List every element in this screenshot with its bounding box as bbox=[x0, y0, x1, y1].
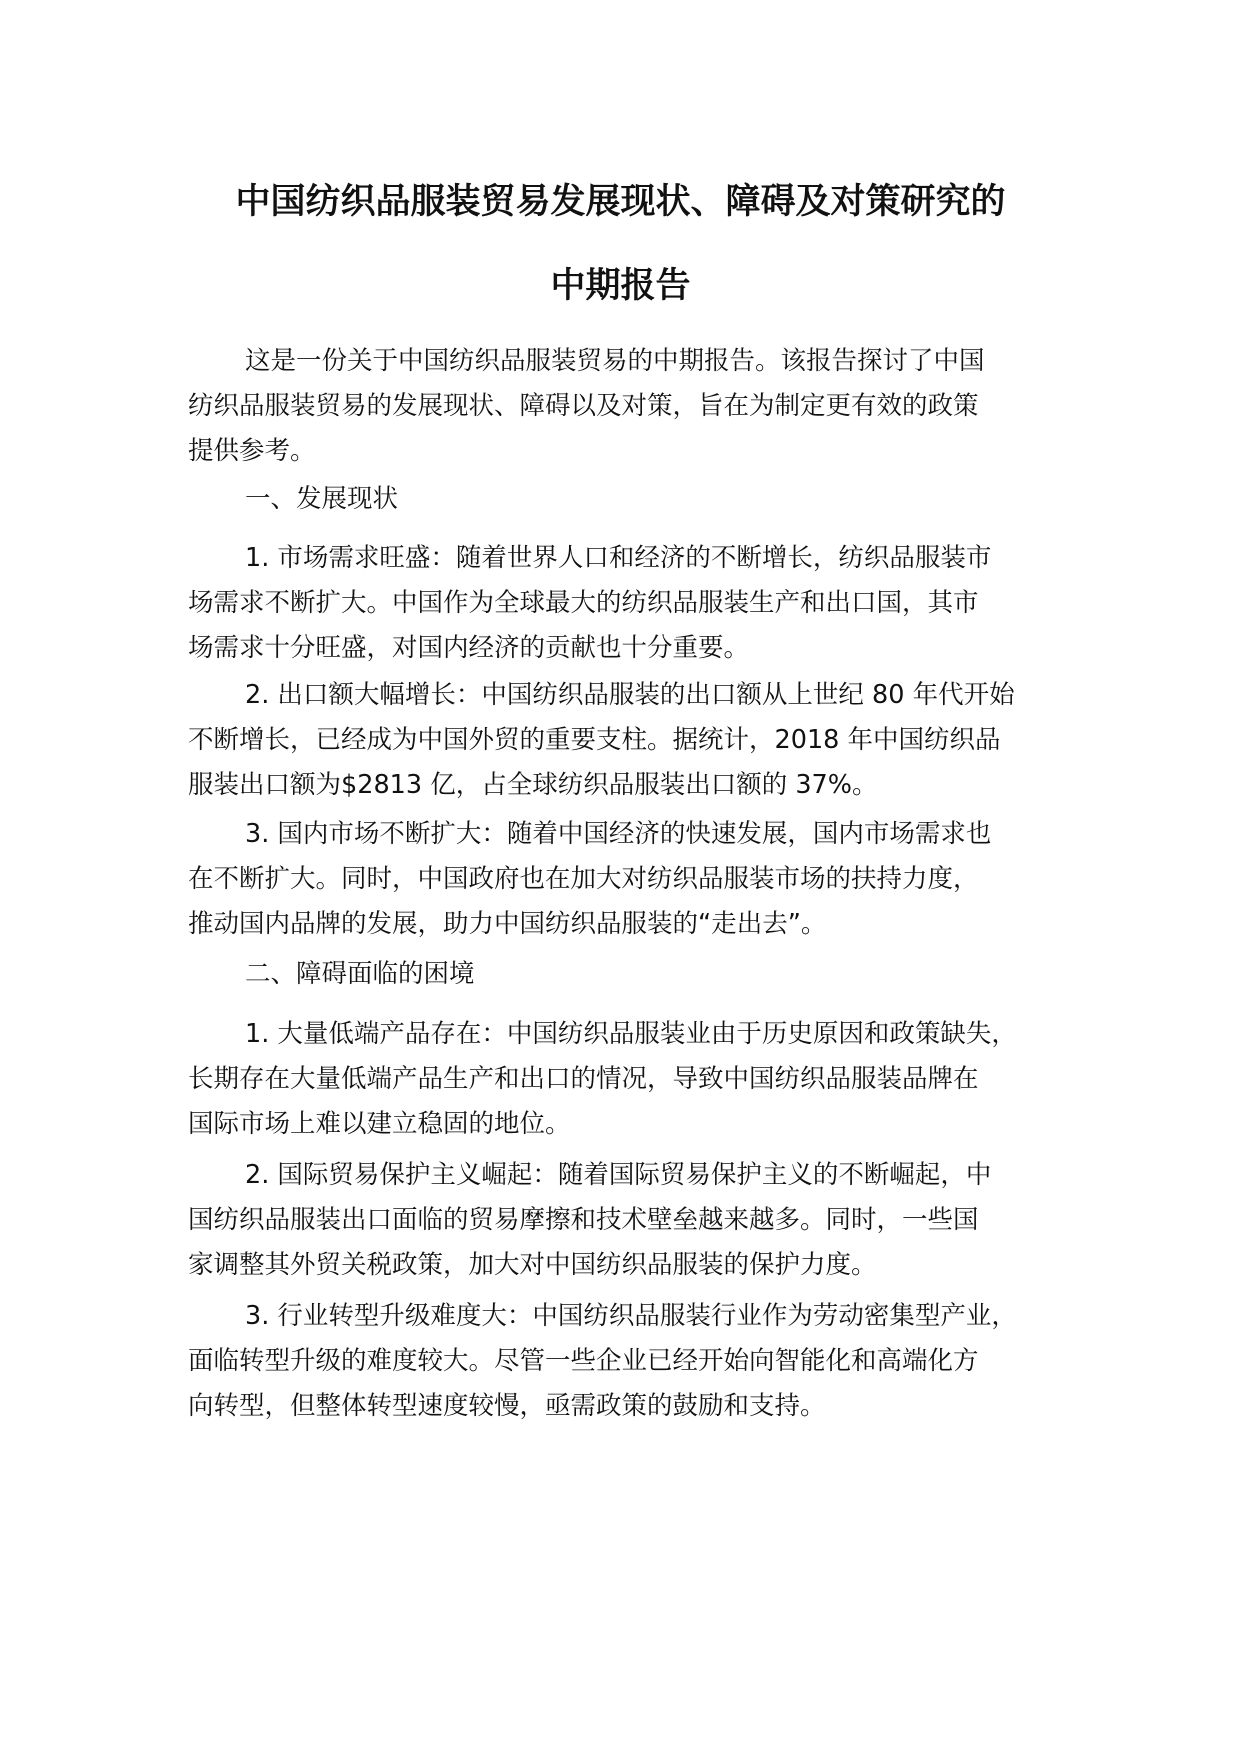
document-title-line-2: 中期报告 bbox=[550, 266, 691, 306]
section-heading-text: 一、发展现状 bbox=[245, 484, 399, 514]
paragraph-export-growth bbox=[188, 673, 1068, 808]
section-heading-text: 二、障碍面临的困境 bbox=[245, 959, 475, 989]
paragraph-trade-protectionism bbox=[188, 1153, 1068, 1288]
paragraph-line: 这是一份关于中国纺织品服装贸易的中期报告。该报告探讨了中国 bbox=[245, 346, 985, 376]
paragraph-industry-upgrade bbox=[188, 1294, 1068, 1429]
paragraph-line: 面临转型升级的难度较大。尽管一些企业已经开始向智能化和高端化方 bbox=[188, 1346, 979, 1376]
paragraph-line: 国纺织品服装出口面临的贸易摩擦和技术壁垒越来越多。同时，一些国 bbox=[188, 1205, 979, 1235]
paragraph-line: 场需求十分旺盛，对国内经济的贡献也十分重要。 bbox=[188, 633, 750, 663]
paragraph-line: 向转型，但整体转型速度较慢，亟需政策的鼓励和支持。 bbox=[188, 1391, 826, 1421]
paragraph-line: 2. 出口额大幅增长：中国纺织品服装的出口额从上世纪 80 年代开始 bbox=[245, 680, 1015, 710]
paragraph-market-demand bbox=[188, 536, 1068, 671]
paragraph-line: 在不断扩大。同时，中国政府也在加大对纺织品服装市场的扶持力度， bbox=[188, 864, 979, 894]
paragraph-line: 1. 市场需求旺盛：随着世界人口和经济的不断增长，纺织品服装市 bbox=[245, 543, 992, 573]
paragraph-line: 场需求不断扩大。中国作为全球最大的纺织品服装生产和出口国，其市 bbox=[188, 588, 979, 618]
paragraph-line: 2. 国际贸易保护主义崛起：随着国际贸易保护主义的不断崛起，中 bbox=[245, 1160, 992, 1190]
paragraph-line: 长期存在大量低端产品生产和出口的情况，导致中国纺织品服装品牌在 bbox=[188, 1064, 979, 1094]
paragraph-line: 不断增长，已经成为中国外贸的重要支柱。据统计，2018 年中国纺织品 bbox=[188, 725, 1001, 755]
paragraph-line: 国际市场上难以建立稳固的地位。 bbox=[188, 1109, 571, 1139]
paragraph-line: 家调整其外贸关税政策，加大对中国纺织品服装的保护力度。 bbox=[188, 1250, 877, 1280]
paragraph-low-end-products bbox=[188, 1012, 1068, 1147]
paragraph-line: 推动国内品牌的发展，助力中国纺织品服装的“走出去”。 bbox=[188, 909, 827, 939]
section-heading-obstacles bbox=[188, 952, 1068, 997]
section-heading-development-status bbox=[188, 477, 1068, 522]
paragraph-intro bbox=[188, 339, 1068, 474]
paragraph-line: 1. 大量低端产品存在：中国纺织品服装业由于历史原因和政策缺失， bbox=[245, 1019, 1017, 1049]
paragraph-domestic-market bbox=[188, 812, 1068, 947]
paragraph-line: 服装出口额为$2813 亿，占全球纺织品服装出口额的 37%。 bbox=[188, 770, 878, 800]
paragraph-line: 纺织品服装贸易的发展现状、障碍以及对策，旨在为制定更有效的政策 bbox=[188, 391, 979, 421]
paragraph-line: 3. 行业转型升级难度大：中国纺织品服装行业作为劳动密集型产业， bbox=[245, 1301, 1017, 1331]
document-title-line-1: 中国纺织品服装贸易发展现状、障碍及对策研究的 bbox=[235, 182, 1006, 222]
paragraph-line: 提供参考。 bbox=[188, 436, 316, 466]
paragraph-line: 3. 国内市场不断扩大：随着中国经济的快速发展，国内市场需求也 bbox=[245, 819, 992, 849]
